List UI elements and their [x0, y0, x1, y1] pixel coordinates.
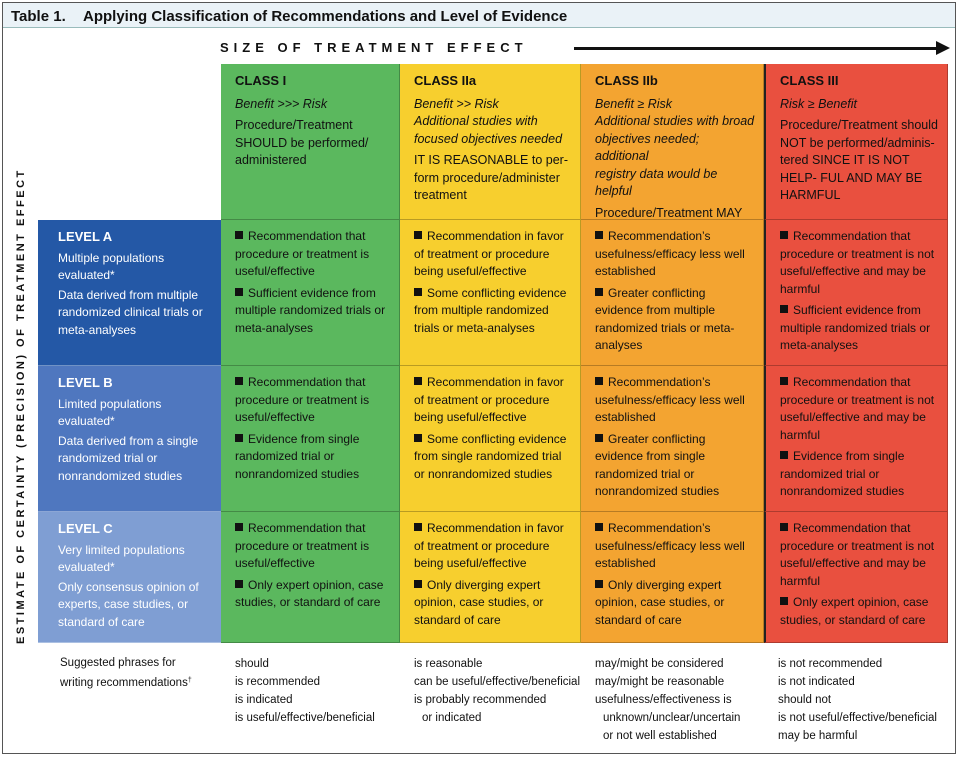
- bullet-item: Greater conflicting evidence from single randomized trial or nonrandomized studies: [595, 431, 720, 498]
- phrases-class-iii: is not recommended is not indicated should not is not useful/effective/beneficial may be harmful: [778, 658, 937, 742]
- class-note: Additional studies with broad: [595, 114, 755, 128]
- level-data: Data derived from multiple randomized clinical trials or meta-analyses: [58, 287, 203, 337]
- table-number: Table 1.: [11, 8, 66, 25]
- level-header: [38, 220, 221, 366]
- bullet-item: Evidence from single randomized trial or nonrandomized studies: [780, 449, 905, 498]
- grid-cell: [221, 220, 400, 366]
- class-label: CLASS IIa: [414, 73, 477, 88]
- class-note: registry data would be helpful: [595, 166, 718, 198]
- level-population: Limited populations evaluated*: [58, 396, 162, 428]
- estimate-of-certainty-label: ESTIMATE OF CERTAINTY (PRECISION) OF TREATMENT EFFECT: [15, 168, 27, 644]
- bullet-square-icon: [235, 288, 243, 296]
- table-title: [11, 8, 567, 25]
- phrases-class-iib: may/might be considered may/might be reasonable usefulness/effectiveness is unknown/unclear/uncertain or not well established: [595, 658, 741, 742]
- bullet-square-icon: [780, 231, 788, 239]
- bullet-square-icon: [595, 580, 603, 588]
- grid-cell: [400, 220, 581, 366]
- bullet-square-icon: [235, 580, 243, 588]
- suggested-phrases-label: Suggested phrases for writing recommendations†: [60, 657, 192, 689]
- level-data: Data derived from a single randomized trial or nonrandomized studies: [58, 433, 199, 483]
- class-header: [221, 64, 400, 220]
- bullet-item: Recommendation in favor of treatment or procedure being useful/effective: [414, 375, 564, 424]
- class-statement: IT IS REASONABLE to per- form procedure/administer treatment: [414, 153, 568, 202]
- arrow-head-icon: [936, 41, 950, 55]
- bullet-square-icon: [414, 434, 422, 442]
- level-label: LEVEL A: [58, 229, 113, 244]
- bullet-item: Recommendation that procedure or treatment is not useful/effective and may be harmful: [780, 229, 935, 296]
- bullet-item: Some conflicting evidence from multiple randomized trials or meta-analyses: [414, 285, 567, 335]
- bullet-square-icon: [414, 288, 422, 296]
- grid-cell: [764, 220, 948, 366]
- level-data: Only consensus opinion of experts, case studies, or standard of care: [58, 579, 199, 629]
- bullet-item: Recommendation that procedure or treatment is useful/effective: [235, 375, 370, 424]
- class-note: Additional studies with: [414, 114, 538, 128]
- size-of-treatment-effect-label: SIZE OF TREATMENT EFFECT: [220, 40, 528, 55]
- bullet-square-icon: [595, 288, 603, 296]
- bullet-item: Recommendation that procedure or treatment is not useful/effective and may be harmful: [780, 521, 935, 588]
- bullet-square-icon: [235, 377, 243, 385]
- level-population: Multiple populations evaluated*: [58, 250, 165, 282]
- bullet-item: Sufficient evidence from multiple randomized trials or meta-analyses: [780, 303, 931, 352]
- bullet-square-icon: [235, 523, 243, 531]
- bullet-square-icon: [780, 305, 788, 313]
- footnote-mark: †: [187, 677, 192, 684]
- bullet-square-icon: [414, 231, 422, 239]
- bullet-item: Some conflicting evidence from single randomized trial or nonrandomized studies: [414, 431, 567, 481]
- class-label: CLASS I: [235, 73, 287, 88]
- grid-cell: [764, 512, 948, 643]
- bullet-square-icon: [235, 434, 243, 442]
- bullet-item: Only diverging expert opinion, case studies, or standard of care: [414, 577, 544, 627]
- level-label: LEVEL B: [58, 375, 113, 390]
- bullet-square-icon: [235, 231, 243, 239]
- grid-cell: [764, 366, 948, 512]
- class-note: objectives needed; additional: [595, 131, 700, 163]
- table-title-text: Applying Classification of Recommendations and Level of Evidence: [83, 8, 568, 25]
- bullet-item: Recommendation that procedure or treatment is not useful/effective and may be harmful: [780, 375, 935, 442]
- bullet-item: Evidence from single randomized trial or nonrandomized studies: [235, 431, 360, 481]
- bullet-item: Greater conflicting evidence from multiple randomized trials or meta-analyses: [595, 285, 735, 352]
- title-bar: [3, 3, 955, 28]
- phrases-class-i: should is recommended is indicated is useful/effective/beneficial: [235, 658, 375, 724]
- class-note: focused objectives needed: [414, 131, 563, 146]
- grid-cell: [400, 512, 581, 643]
- arrow-right-icon: [574, 47, 940, 50]
- grid-cell: [581, 220, 764, 366]
- bullet-square-icon: [595, 231, 603, 239]
- class-header: [764, 64, 948, 220]
- bullet-item: Recommendation’s usefulness/efficacy less well established: [595, 521, 745, 570]
- class-risk: Benefit >>> Risk: [235, 96, 328, 111]
- phrases-class-iia: is reasonable can be useful/effective/beneficial is probably recommended or indicated: [414, 658, 581, 724]
- bullet-item: Only diverging expert opinion, case studies, or standard of care: [595, 577, 725, 627]
- bullet-square-icon: [414, 580, 422, 588]
- level-population: Very limited populations evaluated*: [58, 542, 185, 574]
- bullet-square-icon: [414, 377, 422, 385]
- level-header: [38, 366, 221, 512]
- bullet-square-icon: [414, 523, 422, 531]
- bullet-square-icon: [780, 597, 788, 605]
- bullet-square-icon: [780, 377, 788, 385]
- bullet-square-icon: [595, 434, 603, 442]
- bullet-square-icon: [780, 451, 788, 459]
- bullet-item: Only expert opinion, case studies, or standard of care: [235, 577, 384, 609]
- bullet-item: Only expert opinion, case studies, or standard of care: [780, 595, 929, 627]
- class-risk: Benefit >> Risk: [414, 96, 499, 111]
- bullet-item: Recommendation that procedure or treatment is useful/effective: [235, 229, 370, 278]
- bullet-square-icon: [780, 523, 788, 531]
- class-header: [581, 64, 764, 220]
- grid-cell: [400, 366, 581, 512]
- grid-cell: [221, 366, 400, 512]
- bullet-square-icon: [595, 377, 603, 385]
- class-statement: Procedure/Treatment should NOT be performed/adminis- tered SINCE IT IS NOT HELP- FUL AND MAY BE HARMFUL: [780, 118, 938, 202]
- class-risk: Risk ≥ Benefit: [780, 96, 858, 111]
- bullet-item: Recommendation’s usefulness/efficacy less well established: [595, 229, 745, 278]
- class-header: [400, 64, 581, 220]
- class-risk: Benefit ≥ Risk: [595, 96, 673, 111]
- grid-cell: [221, 512, 400, 643]
- class-label: CLASS IIb: [595, 73, 658, 88]
- bullet-item: Recommendation in favor of treatment or procedure being useful/effective: [414, 521, 564, 570]
- bullet-item: Sufficient evidence from multiple randomized trials or meta-analyses: [235, 285, 386, 335]
- level-label: LEVEL C: [58, 521, 113, 536]
- class-statement: Procedure/Treatment MAY: [595, 205, 743, 220]
- grid-cell: [581, 366, 764, 512]
- class-statement: Procedure/Treatment SHOULD be performed/ administered: [235, 118, 369, 167]
- class-label: CLASS III: [780, 73, 839, 88]
- bullet-item: Recommendation in favor of treatment or procedure being useful/effective: [414, 229, 564, 278]
- bullet-square-icon: [595, 523, 603, 531]
- bullet-item: Recommendation’s usefulness/efficacy less well established: [595, 375, 745, 424]
- level-header: [38, 512, 221, 643]
- bullet-item: Recommendation that procedure or treatment is useful/effective: [235, 521, 370, 570]
- grid-cell: [581, 512, 764, 643]
